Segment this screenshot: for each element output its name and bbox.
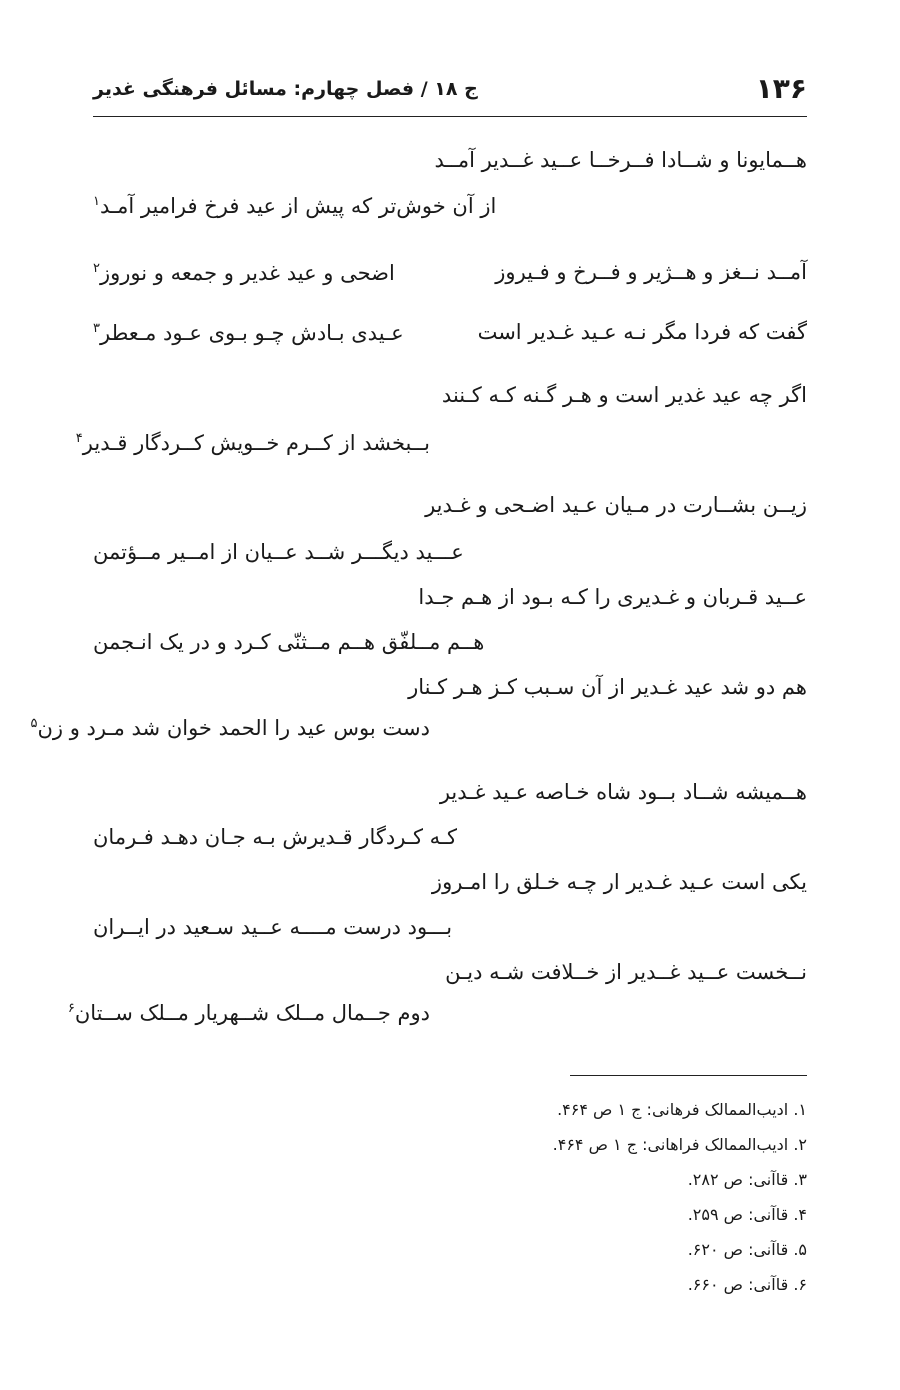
verse-line: هــم مــلفّق هــم مــثنّی کـرد و در یک انـجمن — [93, 630, 485, 654]
footnote: ۴. قاآنی: ص ۲۵۹. — [687, 1205, 807, 1224]
verse-line: اگر چه عید غدیر است و هـر گـنه کـه کـنند — [441, 383, 807, 407]
verse-line: از آن خوش‌تر که پیش از عید فرخ فرامیر آمـد$^۱$ — [93, 194, 497, 218]
footnote-divider — [570, 1075, 807, 1076]
footnote: ۳. قاآنی: ص ۲۸۲. — [687, 1170, 807, 1189]
verse-line: زیــن بشــارت در مـیان عـید اضـحی و غـدیر — [425, 493, 807, 517]
verse-line: دوم جــمال مــلک شــهریار مــلک ســتان$^۶$ — [67, 1001, 430, 1025]
footnote-marker: ۵ — [30, 716, 38, 731]
footnote: ۶. قاآنی: ص ۶۶۰. — [687, 1275, 807, 1294]
footnote: ۱. ادیب‌الممالک فرهانی: ج ۱ ص ۴۶۴. — [557, 1100, 807, 1119]
page-header — [93, 70, 807, 117]
page-number: ۱۳۶ — [755, 72, 807, 105]
verse-line: دست بوس عید را الحمد خوان شد مـرد و زن$^۵$ — [30, 716, 430, 740]
verse-line: هــمیشه شــاد بــود شاه خـاصه عـید غـدیر — [439, 780, 807, 804]
verse-line: یکی است عـید غـدیر ار چـه خـلق را امـروز — [431, 870, 807, 894]
running-head: ج ۱۸ / فصل چهارم: مسائل فرهنگی غدیر — [93, 78, 478, 100]
verse-line: نــخست عــید غــدیر از خــلافت شـه دیـن — [445, 960, 807, 984]
verse-line: عـــید دیگـــر شــد عــیان از امــیر مــؤتمن — [93, 540, 464, 564]
verse-line: عــید قـربان و غـدیری را کـه بـود از هـم جـدا — [418, 585, 807, 609]
footnote-marker: ۳ — [93, 321, 100, 336]
verse-line: بـــود درست مــــه عــید سـعید در ایــران — [93, 915, 453, 939]
verse-line: هم دو شد عید غـدیر از آن سـبب کـز هـر کـنار — [408, 675, 807, 699]
verse-line: عـیدی بـادش چـو بـوی عـود مـعطر$^۳$ — [93, 321, 404, 345]
verse-line: گفت که فردا مگر نـه عـید غـدیر است — [477, 320, 807, 344]
verse-line: کـه کـردگار قـدیرش بـه جـان دهـد فـرمان — [93, 825, 458, 849]
verse-line: هــمایونا و شــادا فــرخــا عــید غــدیر آمــد — [434, 148, 807, 172]
footnote-marker: ۴ — [75, 431, 83, 446]
footnote-marker: ۱ — [93, 194, 100, 209]
footnote: ۵. قاآنی: ص ۶۲۰. — [687, 1240, 807, 1259]
footnote: ۲. ادیب‌الممالک فراهانی: ج ۱ ص ۴۶۴. — [552, 1135, 807, 1154]
verse-line: بــبخشد از کــرم خــویش کــردگار قـدیر$^۴$ — [75, 431, 430, 455]
footnote-marker: ۲ — [93, 261, 100, 276]
verse-line: اضحی و عید غدیر و جمعه و نوروز$^۲$ — [93, 261, 395, 285]
footnote-marker: ۶ — [67, 1001, 75, 1016]
verse-line: آمــد نــغز و هــژیر و فــرخ و فـیروز — [495, 260, 807, 284]
